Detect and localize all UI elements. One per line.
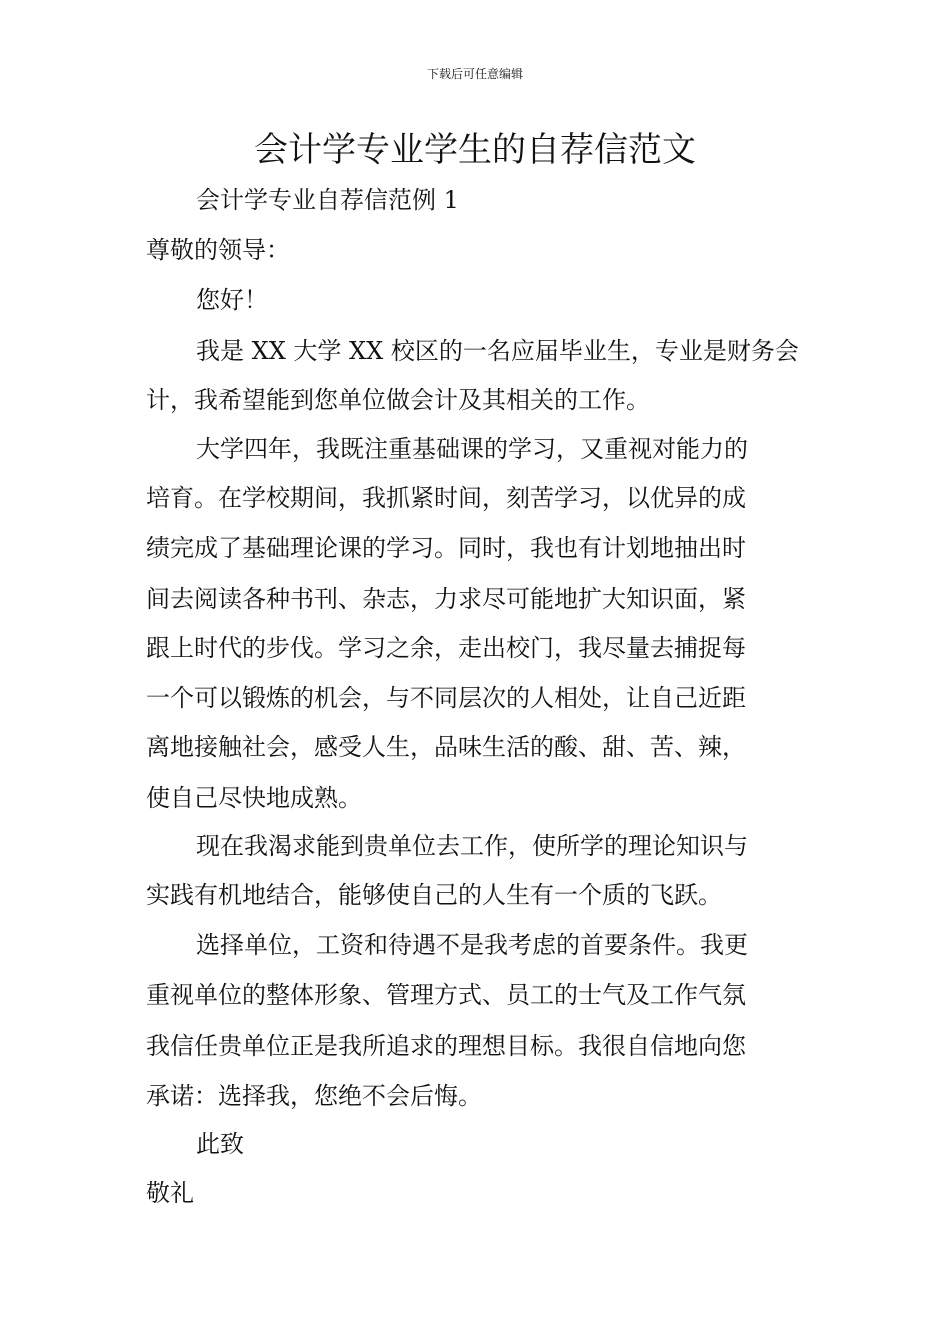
paragraph-line: 使自己尽快地成熟。 — [146, 784, 362, 812]
closing-salute: 敬礼 — [146, 1179, 194, 1207]
paragraph-line: 承诺：选择我，您绝不会后悔。 — [146, 1082, 482, 1110]
paragraph-line: 现在我渴求能到贵单位去工作，使所学的理论知识与 — [196, 832, 748, 860]
paragraph-line: 实践有机地结合，能够使自己的人生有一个质的飞跃。 — [146, 881, 722, 909]
paragraph-line: 我信任贵单位正是我所追求的理想目标。我很自信地向您 — [146, 1032, 746, 1060]
paragraph-line: 一个可以锻炼的机会，与不同层次的人相处，让自己近距 — [146, 684, 746, 712]
greeting: 您好！ — [196, 286, 268, 314]
paragraph-line: 跟上时代的步伐。学习之余，走出校门，我尽量去捕捉每 — [146, 634, 746, 662]
paragraph-line: 绩完成了基础理论课的学习。同时，我也有计划地抽出时 — [146, 534, 746, 562]
document-title: 会计学专业学生的自荐信范文 — [254, 130, 696, 170]
paragraph-line: 间去阅读各种书刊、杂志，力求尽可能地扩大知识面，紧 — [146, 585, 746, 613]
document-subtitle: 会计学专业自荐信范例 1 — [196, 186, 459, 214]
paragraph-line: 我是 XX 大学 XX 校区的一名应届毕业生，专业是财务会 — [196, 337, 799, 365]
paragraph-line: 离地接触社会，感受人生，品味生活的酸、甜、苦、辣， — [146, 733, 746, 761]
download-note: 下载后可任意编辑 — [426, 67, 523, 81]
paragraph-line: 重视单位的整体形象、管理方式、员工的士气及工作气氛 — [146, 981, 746, 1009]
paragraph-line: 计，我希望能到您单位做会计及其相关的工作。 — [146, 386, 650, 414]
closing-phrase: 此致 — [196, 1130, 244, 1158]
paragraph-line: 选择单位，工资和待遇不是我考虑的首要条件。我更 — [196, 931, 748, 959]
paragraph-line: 培育。在学校期间，我抓紧时间，刻苦学习，以优异的成 — [146, 484, 746, 512]
salutation: 尊敬的领导： — [146, 236, 290, 264]
paragraph-line: 大学四年，我既注重基础课的学习，又重视对能力的 — [196, 435, 748, 463]
